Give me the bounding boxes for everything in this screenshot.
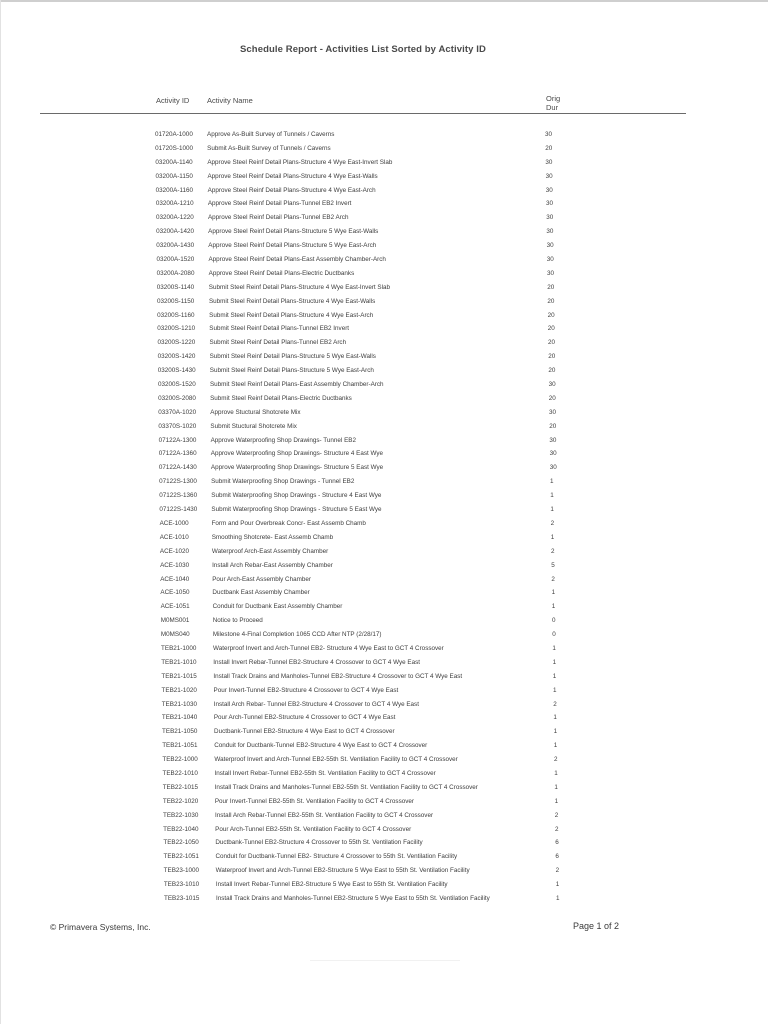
table-row (0, 684, 768, 698)
table-row (0, 850, 768, 864)
activity-name-cell: Waterproof Arch-East Assembly Chamber (211, 547, 329, 555)
table-row (0, 559, 768, 573)
activity-id-cell: 03200A-1140 (155, 158, 193, 166)
activity-name-cell: Pour Arch-Tunnel EB2-55th St. Ventilation Facility to GCT 4 Crossover (215, 825, 412, 833)
activity-name-cell: Submit Waterproofing Shop Drawings - Structure 4 East Wye (211, 492, 382, 500)
activity-id-cell: 03200A-1520 (156, 256, 195, 264)
activity-name-cell: Submit Steel Reinf Detail Plans-Tunnel EB2 Arch (209, 339, 347, 347)
activity-name-cell: Conduit for Ductbank East Assembly Chamber (212, 603, 343, 611)
column-header-activity-id: Activity ID (156, 96, 190, 105)
table-row (0, 864, 768, 878)
table-row (0, 322, 768, 336)
activity-id-cell: 03200S-1160 (157, 311, 195, 319)
activity-name-cell: Submit Waterproofing Shop Drawings - Tunnel EB2 (211, 478, 355, 486)
orig-dur-cell: 2 (554, 811, 559, 819)
table-row (0, 184, 768, 198)
orig-dur-cell: 30 (547, 269, 555, 277)
table-row (0, 211, 768, 225)
activity-id-cell: TEB23-1010 (163, 881, 200, 889)
table-row (0, 531, 768, 545)
activity-name-cell: Install Arch Rebar-East Assembly Chamber (212, 561, 333, 569)
orig-dur-cell: 30 (545, 186, 553, 194)
table-row (0, 253, 768, 267)
activity-id-cell: ACE-1040 (160, 575, 190, 583)
activity-name-cell: Approve Steel Reinf Detail Plans-Structure 4 Wye East-Walls (207, 172, 378, 180)
activity-name-cell: Submit Stuctural Shotcrete Mix (210, 422, 297, 430)
table-row (0, 309, 768, 323)
table-row (0, 378, 768, 392)
activity-id-cell: ACE-1030 (160, 561, 190, 569)
table-row (0, 656, 768, 670)
activity-id-cell: TEB21-1015 (161, 672, 197, 680)
activity-name-cell: Ductbank-Tunnel EB2-Structure 4 Wye East to GCT 4 Crossover (214, 728, 395, 736)
activity-id-cell: ACE-1050 (160, 589, 190, 597)
orig-dur-cell: 20 (548, 339, 556, 347)
page-number: Page 1 of 2 (573, 921, 620, 931)
orig-dur-cell: 2 (551, 547, 555, 555)
table-row (0, 781, 768, 795)
activity-id-cell: 03200S-2080 (158, 394, 196, 402)
activity-name-cell: Install Arch Rebar-Tunnel EB2-55th St. Ventilation Facility to GCT 4 Crossover (215, 811, 434, 819)
orig-dur-cell: 30 (549, 464, 557, 472)
column-header-dur: Dur (546, 103, 559, 112)
activity-id-cell: TEB22-1000 (162, 756, 198, 764)
activity-name-cell: Submit Steel Reinf Detail Plans-Structure 5 Wye East-Walls (209, 353, 376, 361)
activity-name-cell: Pour Invert-Tunnel EB2-Structure 4 Crossover to GCT 4 Wye East (213, 686, 399, 694)
activity-name-cell: Install Invert Rebar-Tunnel EB2-Structure 4 Crossover to GCT 4 Wye East (213, 658, 420, 666)
activity-id-cell: TEB21-1030 (161, 700, 198, 708)
activity-id-cell: 03200A-1210 (155, 200, 194, 208)
activity-id-cell: TEB21-1010 (161, 658, 197, 666)
orig-dur-cell: 1 (550, 492, 554, 500)
orig-dur-cell: 1 (554, 797, 559, 805)
activity-name-cell: Approve Steel Reinf Detail Plans-Structure 4 Wye East-Invert Slab (207, 158, 393, 166)
table-row (0, 142, 768, 156)
activity-id-cell: 07122A-1360 (158, 450, 197, 458)
activity-name-cell: Pour Arch-East Assembly Chamber (212, 575, 311, 583)
orig-dur-cell: 30 (545, 158, 553, 166)
activity-name-cell: Form and Pour Overbreak Concr- East Assemb Chamb (211, 519, 366, 527)
activity-id-cell: TEB21-1051 (162, 742, 198, 750)
activity-id-cell: 07122S-1430 (159, 506, 198, 514)
activity-name-cell: Approve Waterproofing Shop Drawings- Tunnel EB2 (210, 436, 356, 444)
orig-dur-cell: 1 (554, 783, 558, 791)
activity-id-cell: 03200S-1210 (157, 325, 196, 333)
table-row (0, 267, 768, 281)
activity-name-cell: Pour Invert-Tunnel EB2-55th St. Ventilation Facility to GCT 4 Crossover (214, 797, 414, 805)
activity-id-cell: TEB22-1010 (162, 769, 198, 777)
orig-dur-cell: 1 (552, 644, 556, 652)
table-row (0, 461, 768, 475)
scan-smudge (310, 960, 460, 961)
activity-name-cell: Approve Waterproofing Shop Drawings- Structure 4 East Wye (210, 450, 384, 458)
activity-id-cell: 03200A-1430 (156, 242, 195, 250)
activity-name-cell: Install Track Drains and Manholes-Tunnel EB2-Structure 4 Crossover to GCT 4 Wye East (213, 672, 463, 680)
orig-dur-cell: 6 (555, 839, 559, 847)
activity-name-cell: Waterproof Invert and Arch-Tunnel EB2- Structure 4 Wye East to GCT 4 Crossover (213, 644, 444, 652)
orig-dur-cell: 1 (555, 881, 560, 889)
table-row (0, 392, 768, 406)
orig-dur-cell: 30 (546, 228, 554, 236)
activity-id-cell: TEB23-1000 (163, 867, 200, 875)
orig-dur-cell: 30 (549, 436, 557, 444)
table-row (0, 406, 768, 420)
table-row (0, 545, 768, 559)
activity-name-cell: Submit Steel Reinf Detail Plans-Structure 5 Wye East-Arch (209, 367, 374, 375)
activity-id-cell: 03200S-1140 (156, 283, 195, 291)
orig-dur-cell: 20 (548, 367, 556, 375)
orig-dur-cell: 30 (546, 200, 554, 208)
orig-dur-cell: 1 (553, 714, 557, 722)
table-row (0, 698, 768, 712)
table-row (0, 836, 768, 850)
orig-dur-cell: 20 (549, 422, 557, 430)
activity-name-cell: Install Invert Rebar-Tunnel EB2-Structure 5 Wye East to 55th St. Ventilation Facility (215, 881, 448, 889)
column-header-orig-dur (546, 94, 560, 112)
table-row (0, 156, 768, 170)
activity-id-cell: 03200S-1420 (157, 353, 196, 361)
orig-dur-cell: 20 (547, 283, 555, 291)
column-header-activity-name: Activity Name (207, 96, 253, 105)
orig-dur-cell: 1 (553, 686, 557, 694)
activity-id-cell: 03200A-1160 (155, 186, 193, 194)
activity-id-cell: 03200S-1520 (157, 381, 196, 389)
activity-id-cell: 07122S-1300 (159, 478, 197, 486)
activity-id-cell: 03200A-1220 (155, 214, 194, 222)
orig-dur-cell: 0 (552, 617, 556, 625)
table-row (0, 239, 768, 253)
orig-dur-cell: 30 (549, 408, 557, 416)
activity-name-cell: Approve As-Built Survey of Tunnels / Caverns (207, 131, 335, 138)
activity-name-cell: Submit Waterproofing Shop Drawings - Structure 5 East Wye (211, 506, 382, 514)
orig-dur-cell: 1 (553, 742, 558, 750)
activity-name-cell: Approve Steel Reinf Detail Plans-Tunnel EB2 Arch (207, 214, 349, 222)
orig-dur-cell: 1 (550, 533, 555, 541)
orig-dur-cell: 1 (550, 478, 554, 486)
activity-id-cell: 01720S-1000 (155, 144, 193, 152)
table-row (0, 336, 768, 350)
orig-dur-cell: 30 (548, 381, 556, 389)
table-row (0, 517, 768, 531)
activity-id-cell: ACE-1000 (159, 519, 189, 527)
table-row (0, 503, 768, 517)
activity-id-cell: 03200S-1150 (156, 297, 195, 305)
activity-name-cell: Approve Steel Reinf Detail Plans-East Assembly Chamber-Arch (208, 256, 386, 264)
orig-dur-cell: 30 (549, 450, 557, 458)
activity-name-cell: Submit Steel Reinf Detail Plans-Electric Ductbanks (210, 394, 352, 402)
activity-id-cell: TEB21-1000 (161, 644, 197, 652)
activity-name-cell: Waterproof Invert and Arch-Tunnel EB2-Structure 5 Wye East to 55th St. Ventilation Facility (215, 867, 470, 875)
table-row (0, 809, 768, 823)
activity-id-cell: 03200S-1430 (157, 367, 196, 375)
activity-name-cell: Install Invert Rebar-Tunnel EB2-55th St. Ventilation Facility to GCT 4 Crossover (214, 769, 436, 777)
activity-name-cell: Submit Steel Reinf Detail Plans-East Assembly Chamber-Arch (209, 381, 384, 389)
table-row (0, 878, 768, 892)
orig-dur-cell: 6 (555, 853, 559, 861)
activity-id-cell: TEB21-1020 (161, 686, 197, 694)
activity-name-cell: Ductbank-Tunnel EB2-Structure 4 Crossover to 55th St. Ventilation Facility (215, 839, 423, 847)
orig-dur-cell: 1 (551, 603, 556, 611)
orig-dur-cell: 2 (553, 700, 557, 708)
orig-dur-cell: 20 (545, 144, 553, 152)
table-row (0, 670, 768, 684)
activity-id-cell: ACE-1010 (159, 533, 189, 541)
activity-name-cell: Install Track Drains and Manholes-Tunnel EB2-55th St. Ventilation Facility to GCT 4 Crossover (214, 783, 478, 791)
activity-name-cell: Submit Steel Reinf Detail Plans-Tunnel EB2 Invert (209, 325, 350, 333)
activity-id-cell: M0MS001 (160, 617, 190, 625)
orig-dur-cell: 30 (546, 242, 554, 250)
copyright-text: © Primavera Systems, Inc. (50, 922, 151, 932)
table-row (0, 767, 768, 781)
activity-name-cell: Waterproof Invert and Arch-Tunnel EB2-55th St. Ventilation Facility to GCT 4 Crossover (214, 756, 458, 764)
activity-name-cell: Approve Steel Reinf Detail Plans-Electric Ductbanks (208, 269, 355, 277)
scan-top-edge (0, 0, 768, 2)
activity-id-cell: M0MS040 (160, 631, 190, 639)
orig-dur-cell: 2 (550, 519, 555, 527)
activity-id-cell: 03200S-1220 (157, 339, 196, 347)
orig-dur-cell: 2 (554, 756, 558, 764)
activity-id-cell: 07122A-1430 (158, 464, 197, 472)
table-row (0, 711, 768, 725)
table-row (0, 823, 768, 837)
orig-dur-cell: 1 (552, 672, 557, 680)
activity-id-cell: 01720A-1000 (155, 131, 193, 138)
orig-dur-cell: 20 (548, 353, 556, 361)
table-row (0, 892, 768, 906)
table-row (0, 364, 768, 378)
table-row (0, 725, 768, 739)
orig-dur-cell: 1 (550, 506, 554, 514)
activity-id-cell: TEB22-1030 (163, 811, 199, 819)
table-row (0, 281, 768, 295)
table-row (0, 447, 768, 461)
activity-id-cell: ACE-1051 (160, 603, 190, 611)
activity-name-cell: Smoothing Shotcrete- East Assemb Chamb (211, 533, 334, 541)
table-row (0, 128, 768, 142)
activity-name-cell: Submit As-Built Survey of Tunnels / Caverns (207, 144, 331, 152)
header-divider (40, 113, 686, 114)
table-row (0, 586, 768, 600)
activity-name-cell: Ductbank East Assembly Chamber (212, 589, 310, 597)
activity-id-cell: 07122S-1360 (159, 492, 198, 500)
orig-dur-cell: 20 (547, 297, 555, 305)
orig-dur-cell: 30 (545, 172, 553, 180)
activity-id-cell: TEB22-1020 (162, 797, 199, 805)
activity-name-cell: Milestone 4-Final Completion 1065 CCD After NTP (2/28/17) (212, 631, 382, 639)
activity-id-cell: 03370S-1020 (158, 422, 197, 430)
table-row (0, 225, 768, 239)
table-row (0, 489, 768, 503)
activity-id-cell: TEB22-1051 (163, 853, 199, 861)
orig-dur-cell: 2 (551, 575, 555, 583)
orig-dur-cell: 2 (555, 825, 559, 833)
activity-id-cell: TEB22-1050 (163, 839, 199, 847)
activity-id-cell: 07122A-1300 (158, 436, 197, 444)
activity-id-cell: TEB21-1050 (162, 728, 198, 736)
activity-name-cell: Approve Stuctural Shotcrete Mix (210, 408, 301, 416)
table-row (0, 600, 768, 614)
orig-dur-cell: 1 (556, 894, 560, 902)
activity-name-cell: Approve Waterproofing Shop Drawings- Structure 5 East Wye (210, 464, 384, 472)
orig-dur-cell: 1 (552, 658, 557, 666)
table-row (0, 628, 768, 642)
activities-table (0, 128, 768, 906)
orig-dur-cell: 2 (555, 867, 560, 875)
orig-dur-cell: 20 (547, 325, 555, 333)
orig-dur-cell: 20 (548, 394, 556, 402)
activity-name-cell: Install Track Drains and Manholes-Tunnel EB2-Structure 5 Wye East to 55th St. Ventilation Facility (216, 894, 490, 902)
report-title: Schedule Report - Activities List Sorted by Activity ID (239, 44, 487, 55)
activity-name-cell: Submit Steel Reinf Detail Plans-Structure 4 Wye East-Arch (209, 311, 374, 319)
activity-id-cell: 03200A-1420 (156, 228, 194, 236)
activity-id-cell: TEB22-1015 (162, 783, 199, 791)
table-row (0, 614, 768, 628)
activity-name-cell: Submit Steel Reinf Detail Plans-Structure 4 Wye East-Invert Slab (208, 283, 391, 291)
orig-dur-cell: 20 (547, 311, 555, 319)
activity-name-cell: Approve Steel Reinf Detail Plans-Tunnel EB2 Invert (207, 200, 352, 208)
table-row (0, 795, 768, 809)
activity-name-cell: Submit Steel Reinf Detail Plans-Structure 4 Wye East-Walls (208, 297, 376, 305)
orig-dur-cell: 0 (552, 631, 556, 639)
orig-dur-cell: 30 (546, 214, 554, 222)
table-row (0, 420, 768, 434)
table-row (0, 295, 768, 309)
activity-id-cell: 03200A-2080 (156, 269, 195, 277)
table-row (0, 642, 768, 656)
table-row (0, 573, 768, 587)
orig-dur-cell: 30 (546, 256, 554, 264)
table-row (0, 753, 768, 767)
table-row (0, 475, 768, 489)
activity-id-cell: ACE-1020 (159, 547, 189, 555)
activity-id-cell: TEB21-1040 (161, 714, 198, 722)
activity-name-cell: Approve Steel Reinf Detail Plans-Structure 5 Wye East-Walls (208, 228, 379, 236)
activity-name-cell: Notice to Proceed (212, 617, 263, 625)
table-row (0, 170, 768, 184)
orig-dur-cell: 30 (545, 131, 553, 138)
table-row (0, 197, 768, 211)
activity-id-cell: TEB22-1040 (163, 825, 199, 833)
orig-dur-cell: 1 (551, 589, 556, 597)
activity-id-cell: 03200A-1150 (155, 172, 193, 180)
table-row (0, 739, 768, 753)
activity-name-cell: Conduit for Ductbank-Tunnel EB2-Structure 4 Wye East to GCT 4 Crossover (214, 742, 428, 750)
table-row (0, 350, 768, 364)
table-row (0, 434, 768, 448)
orig-dur-cell: 1 (554, 769, 558, 777)
activity-id-cell: TEB23-1015 (164, 894, 200, 902)
orig-dur-cell: 1 (553, 728, 558, 736)
activity-name-cell: Pour Arch-Tunnel EB2-Structure 4 Crossover to GCT 4 Wye East (213, 714, 396, 722)
activity-id-cell: 03370A-1020 (158, 408, 197, 416)
activity-name-cell: Approve Steel Reinf Detail Plans-Structure 5 Wye East-Arch (208, 242, 377, 250)
activity-name-cell: Conduit for Ductbank-Tunnel EB2- Structure 4 Crossover to 55th St. Ventilation Facility (215, 853, 458, 861)
orig-dur-cell: 5 (551, 561, 555, 569)
activity-name-cell: Install Arch Rebar- Tunnel EB2-Structure 4 Crossover to GCT 4 Wye East (213, 700, 419, 708)
column-header-orig: Orig (546, 94, 561, 103)
activity-name-cell: Approve Steel Reinf Detail Plans-Structure 4 Wye East-Arch (207, 186, 376, 194)
